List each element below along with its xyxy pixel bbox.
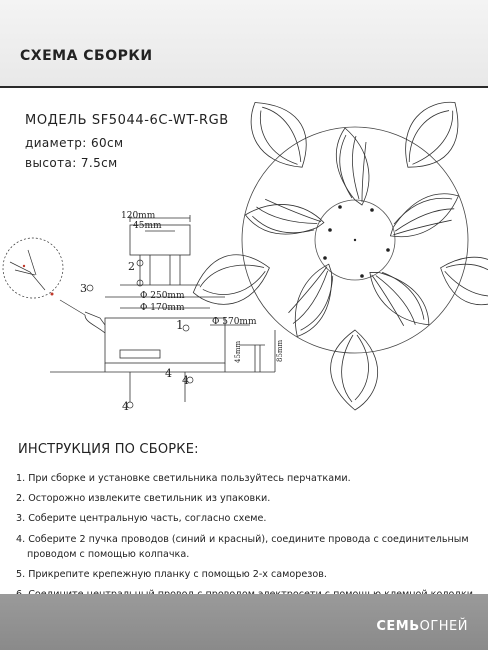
diameter-label: диаметр: 60см [25, 136, 124, 150]
dim-85-label: 85mm [276, 339, 284, 362]
callout-3: 3 [80, 282, 87, 295]
instruction-step-5: 5. Прикрепите крепежную планку с помощью 2-х саморезов. [16, 569, 327, 580]
instruction-step-4-line2: проводом с помощью колпачка. [27, 549, 190, 560]
instructions-title: ИНСТРУКЦИЯ ПО СБОРКЕ: [18, 442, 199, 457]
leaf-1 [336, 128, 369, 205]
outer-petal-3 [331, 330, 378, 410]
callout-2: 2 [128, 260, 135, 273]
brand-light: ОГНЕЙ [419, 619, 468, 634]
dim-570-label: Φ 570mm [212, 317, 257, 327]
leaf-2 [383, 188, 466, 243]
outer-petal-1 [390, 89, 475, 181]
wire-detail-sketch [3, 238, 105, 325]
instruction-step-4 [16, 532, 476, 562]
model-label: МОДЕЛЬ SF5044-6C-WT-RGB [25, 113, 229, 128]
callout-4a: 4 [165, 367, 172, 380]
leaf-5 [243, 192, 326, 247]
dim-250-label: Φ 250mm [140, 291, 185, 301]
instructions-list [16, 469, 476, 605]
instruction-step-2: 2. Осторожно извлеките светильник из упаковки. [16, 493, 271, 504]
led-points [323, 205, 390, 278]
outer-petal-5 [237, 88, 322, 180]
height-label: высота: 7.5см [25, 156, 118, 170]
dim-170-label: Φ 170mm [140, 303, 185, 313]
callout-1: 1 [176, 318, 184, 332]
wire-color-marks [23, 265, 54, 296]
outer-petal-4 [186, 245, 277, 314]
dim-45v-label: 45mm [234, 340, 242, 363]
dim-45-label: 45mm [133, 221, 162, 231]
dim-120-label: 120mm [121, 211, 156, 221]
instruction-step-3: 3. Соберите центральную часть, согласно схеме. [16, 513, 267, 524]
page-title: СХЕМА СБОРКИ [20, 48, 153, 64]
leaf-4 [278, 260, 350, 341]
brand-logo [376, 619, 468, 634]
callout-4b: 4 [182, 374, 189, 387]
instruction-step-1: 1. При сборке и установке светильника пользуйтесь перчатками. [16, 473, 351, 484]
leaf-3 [364, 257, 436, 338]
callout-4c: 4 [122, 400, 129, 413]
brand-bold: СЕМЬ [376, 619, 420, 634]
instruction-step-4-line1: 4. Соберите 2 пучка проводов (синий и красный), соедините провода с соединительным [16, 534, 469, 545]
